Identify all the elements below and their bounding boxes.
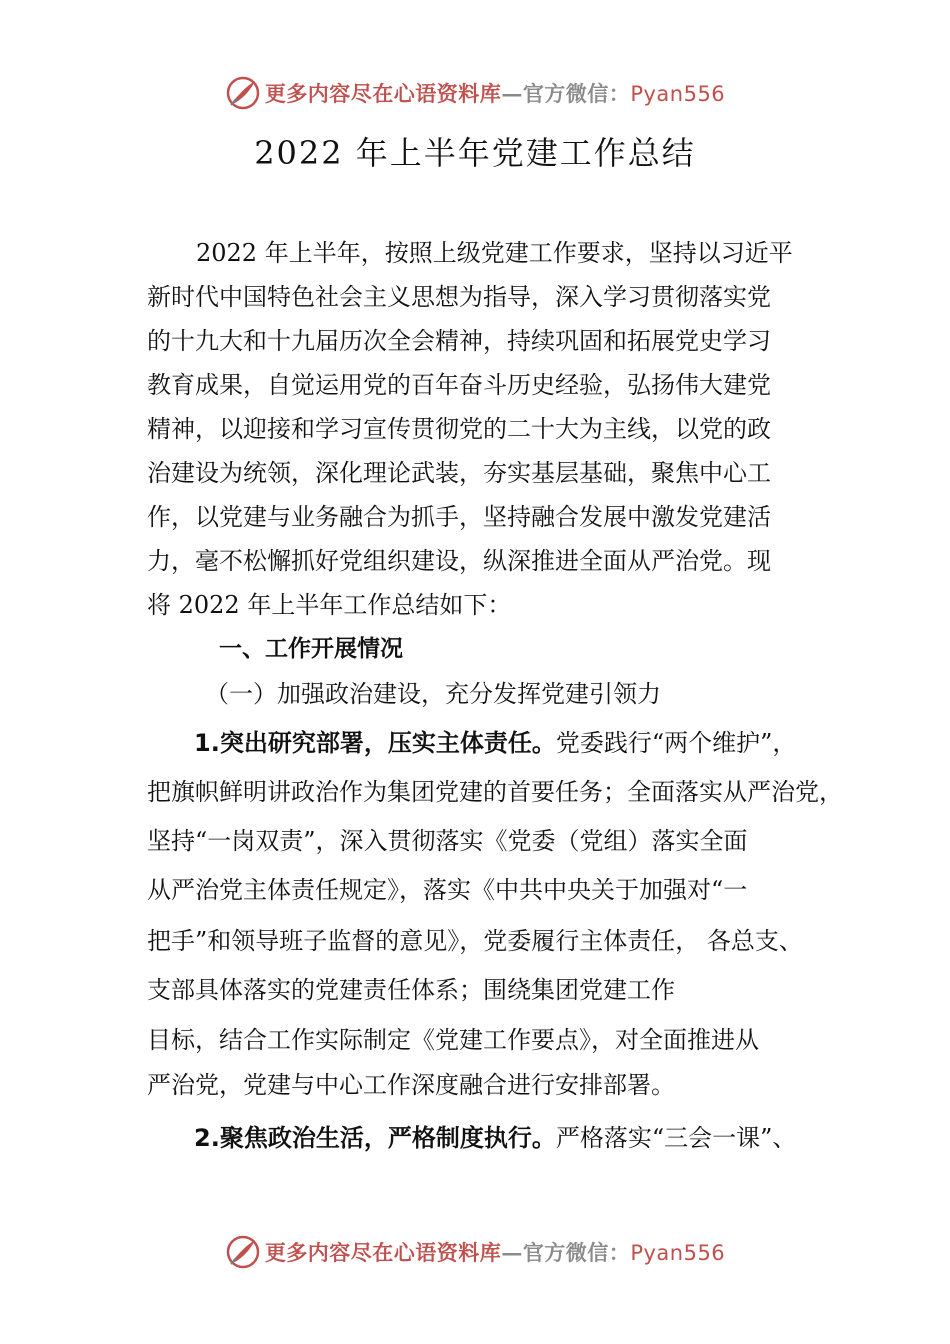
watermark-text: [265, 78, 725, 108]
item1-lead: 1.突出研究部署，压实主体责任。: [194, 729, 556, 757]
item1-line-6: 支部具体落实的党建责任体系；围绕集团党建工作: [147, 976, 675, 1004]
intro-line-5: 精神，以迎接和学习宣传贯彻党的二十大为主线，以党的政: [147, 415, 771, 443]
intro-line-1: 2022 年上半年，按照上级党建工作要求，坚持以习近平: [196, 239, 793, 267]
item2-first-line: [194, 1123, 796, 1153]
item1-line-8: 严治党，党建与中心工作深度融合进行安排部署。: [147, 1071, 675, 1099]
watermark-main: 更多内容尽在心语资料库: [264, 81, 502, 106]
item2-lead: 2.聚焦政治生活，严格制度执行。: [194, 1124, 556, 1152]
intro-line-6: 治建设为统领，深化理论武装，夯实基层基础，聚焦中心工: [147, 459, 771, 487]
intro-line-9: 将 2022 年上半年工作总结如下：: [147, 591, 512, 619]
item1-line-7: 目标，结合工作实际制定《党建工作要点》，对全面推进从: [147, 1026, 759, 1054]
quill-logo-icon: [225, 1234, 261, 1270]
intro-line-7: 作，以党建与业务融合为抓手，坚持融合发展中激发党建活: [147, 503, 771, 531]
intro-line-3: 的十九大和十九届历次全会精神，持续巩固和拓展党史学习: [147, 327, 771, 355]
section-heading: 一、工作开展情况: [219, 636, 403, 662]
watermark-label-bottom: 官方微信：: [522, 1240, 631, 1265]
item1-line-5: 把手”和领导班子监督的意见》，党委履行主体责任， 各总支、: [147, 927, 803, 955]
subsection-heading: （一）加强政治建设，充分发挥党建引领力: [205, 680, 661, 708]
watermark-id: Pyan556: [630, 82, 726, 106]
watermark-text-bottom: [265, 1237, 725, 1267]
item1-first-rest: 党委践行“两个维护”，: [555, 729, 797, 757]
watermark-label: 官方微信：: [522, 81, 631, 106]
intro-line-2: 新时代中国特色社会主义思想为指导，深入学习贯彻落实党: [147, 283, 771, 311]
watermark-main-bottom: 更多内容尽在心语资料库: [264, 1240, 502, 1265]
intro-line-4: 教育成果，自觉运用党的百年奋斗历史经验，弘扬伟大建党: [147, 371, 771, 399]
item1-line-3: 坚持“一岗双责”，深入贯彻落实《党委（党组）落实全面: [147, 827, 748, 855]
watermark-dash: —: [501, 81, 523, 106]
item2-first-rest: 严格落实“三会一课”、: [555, 1124, 797, 1152]
watermark-id-bottom: Pyan556: [630, 1241, 726, 1265]
watermark-dash-bottom: —: [501, 1240, 523, 1265]
watermark-banner-bottom: [0, 1232, 950, 1272]
intro-line-8: 力，毫不松懈抓好党组织建设，纵深推进全面从严治党。现: [147, 547, 771, 575]
quill-logo-icon: [225, 75, 261, 111]
item1-line-2: 把旗帜鲜明讲政治作为集团党建的首要任务；全面落实从严治党，: [147, 778, 843, 806]
document-title: 2022 年上半年党建工作总结: [254, 134, 696, 172]
watermark-banner-top: [0, 73, 950, 113]
item1-line-4: 从严治党主体责任规定》，落实《中共中央关于加强对“一: [147, 876, 748, 904]
item1-first-line: [194, 728, 796, 758]
